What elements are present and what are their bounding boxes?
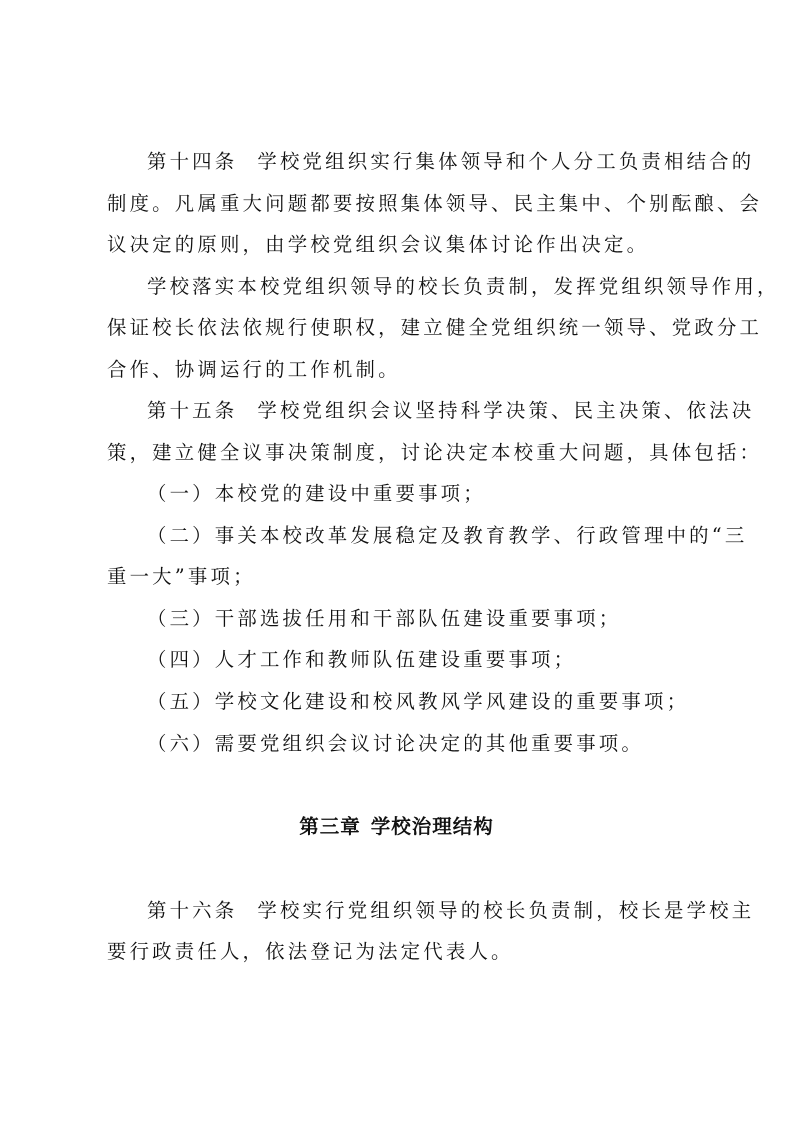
article-15-item-6: （六）需要党组织会议讨论决定的其他重要事项。 (147, 732, 644, 755)
article-15-item-4: （四）人才工作和教师队伍建设重要事项； (147, 648, 577, 671)
article-15-line-2: 策，建立健全议事决策制度，讨论决定本校重大问题，具体包括： (107, 441, 763, 464)
chapter-heading (0, 812, 793, 842)
article-14-paragraph-2-line-2: 保证校长依法依规行使职权，建立健全党组织统一领导、党政分工 (107, 316, 763, 339)
article-14-line-3: 议决定的原则，由学校党组织会议集体讨论作出决定。 (107, 233, 650, 256)
chapter-number: 第三章 (299, 815, 361, 838)
article-15-heading: 第十五条 (147, 399, 238, 422)
article-15-item-1: （一）本校党的建设中重要事项； (147, 482, 486, 505)
article-15-item-2: （二）事关本校改革发展稳定及教育教学、行政管理中的“三 (147, 524, 748, 547)
article-14-line-2: 制度。凡属重大问题都要按照集体领导、民主集中、个别酝酿、会 (107, 192, 763, 215)
article-16-line-2: 要行政责任人，依法登记为法定代表人。 (107, 940, 514, 963)
article-15-item-3: （三）干部选拔任用和干部队伍建设重要事项； (147, 607, 622, 630)
article-14-paragraph-2-line-1: 学校落实本校党组织领导的校长负责制，发挥党组织领导作用， (147, 275, 780, 298)
article-15-line-1: 第十五条 学校党组织会议坚持科学决策、民主决策、依法决 (147, 399, 755, 422)
chapter-title: 学校治理结构 (370, 815, 494, 838)
article-16-line-1: 第十六条 学校实行党组织领导的校长负责制，校长是学校主 (147, 899, 755, 922)
article-15-item-5: （五）学校文化建设和校风教风学风建设的重要事项； (147, 690, 690, 713)
article-16-heading: 第十六条 (147, 899, 238, 922)
article-14-line-1: 第十四条 学校党组织实行集体领导和个人分工负责相结合的 (147, 150, 755, 173)
article-14-heading: 第十四条 (147, 150, 238, 173)
article-15-item-2-continued: 重一大”事项； (107, 565, 256, 588)
article-14-paragraph-2-line-3: 合作、协调运行的工作机制。 (107, 358, 401, 381)
